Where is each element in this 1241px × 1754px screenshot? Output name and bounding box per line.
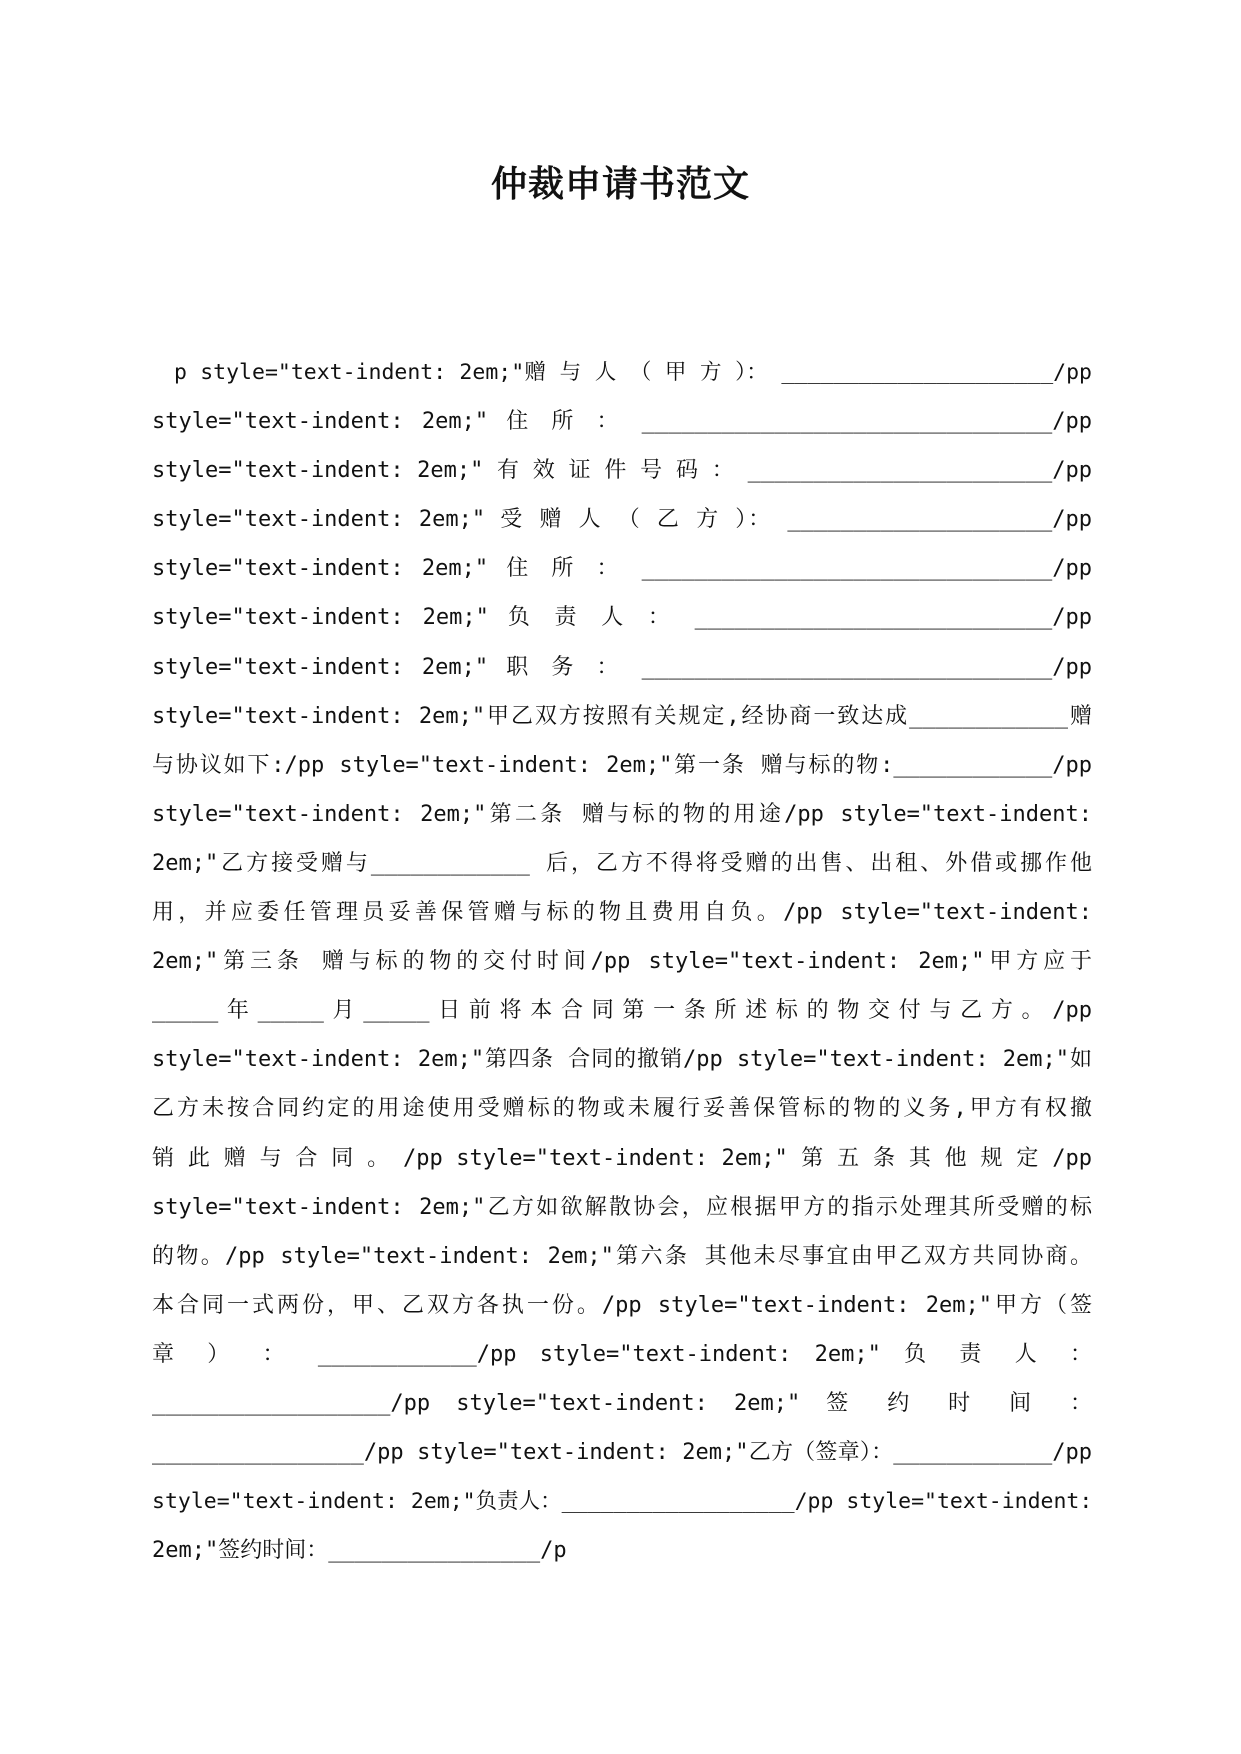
text-line: 2em;"签约时间：________________/p	[152, 1538, 567, 1564]
text-line: __________________/pp style="text-indent: 2em;" 签 约 时 间 ：	[152, 1390, 1092, 1416]
text-line: style="text-indent: 2em;" 负 责 人 ： ___________________________/pp	[152, 605, 1092, 631]
text-line: p style="text-indent: 2em;"赠 与 人 （ 甲 方 ）： _____________________/pp	[174, 360, 1092, 385]
document-title: 仲裁申请书范文	[490, 164, 750, 205]
text-line: 乙方未按合同约定的用途使用受赠标的物或未履行妥善保管标的物的义务,甲方有权撤	[152, 1096, 1092, 1122]
text-line: style="text-indent: 2em;"负责人：__________________/pp style="text-indent:	[152, 1489, 1092, 1515]
text-line: style="text-indent: 2em;"第二条 赠与标的物的用途/pp style="text-indent:	[152, 801, 1092, 827]
text-line: style="text-indent: 2em;"第四条 合同的撤销/pp style="text-indent: 2em;"如	[152, 1047, 1092, 1073]
text-line: _____年_____月_____日前将本合同第一条所述标的物交付与乙方。/pp	[152, 998, 1092, 1024]
text-line: 2em;"乙方接受赠与____________ 后，乙方不得将受赠的出售、出租、外借或挪作他	[152, 850, 1092, 876]
text-line: 的物。/pp style="text-indent: 2em;"第六条 其他未尽事宜由甲乙双方共同协商。	[152, 1243, 1092, 1269]
text-line: style="text-indent: 2em;" 住 所 ： _______________________________/pp	[152, 409, 1092, 435]
text-line: 2em;"第三条 赠与标的物的交付时间/pp style="text-indent: 2em;"甲方应于	[152, 949, 1092, 975]
text-line: 用，并应委任管理员妥善保管赠与标的物且费用自负。/pp style="text-indent:	[152, 900, 1092, 926]
text-line: style="text-indent: 2em;"乙方如欲解散协会，应根据甲方的指示处理其所受赠的标	[152, 1194, 1092, 1220]
text-line: 与协议如下:/pp style="text-indent: 2em;"第一条 赠与标的物:____________/pp	[152, 752, 1092, 778]
text-line: style="text-indent: 2em;" 职 务 ： _______________________________/pp	[152, 654, 1092, 680]
text-line: 销 此 赠 与 合 同 。 /pp style="text-indent: 2em;" 第 五 条 其 他 规 定 /pp	[152, 1145, 1092, 1171]
text-line: style="text-indent: 2em;" 住 所 ： _______________________________/pp	[152, 556, 1092, 582]
text-line: 本合同一式两份，甲、乙双方各执一份。/pp style="text-indent: 2em;"甲方（签	[152, 1292, 1092, 1318]
document-body	[152, 348, 1092, 1575]
text-line: style="text-indent: 2em;" 有 效 证 件 号 码 ： _______________________/pp	[152, 458, 1092, 484]
text-line: ________________/pp style="text-indent: 2em;"乙方（签章）：____________/pp	[152, 1440, 1092, 1466]
text-line: 章 ） ： ____________/pp style="text-indent: 2em;" 负 责 人 ：	[152, 1341, 1092, 1367]
text-line: style="text-indent: 2em;" 受 赠 人 （ 乙 方 ）： ____________________/pp	[152, 507, 1092, 533]
text-line: style="text-indent: 2em;"甲乙双方按照有关规定,经协商一致达成____________赠	[152, 703, 1092, 729]
